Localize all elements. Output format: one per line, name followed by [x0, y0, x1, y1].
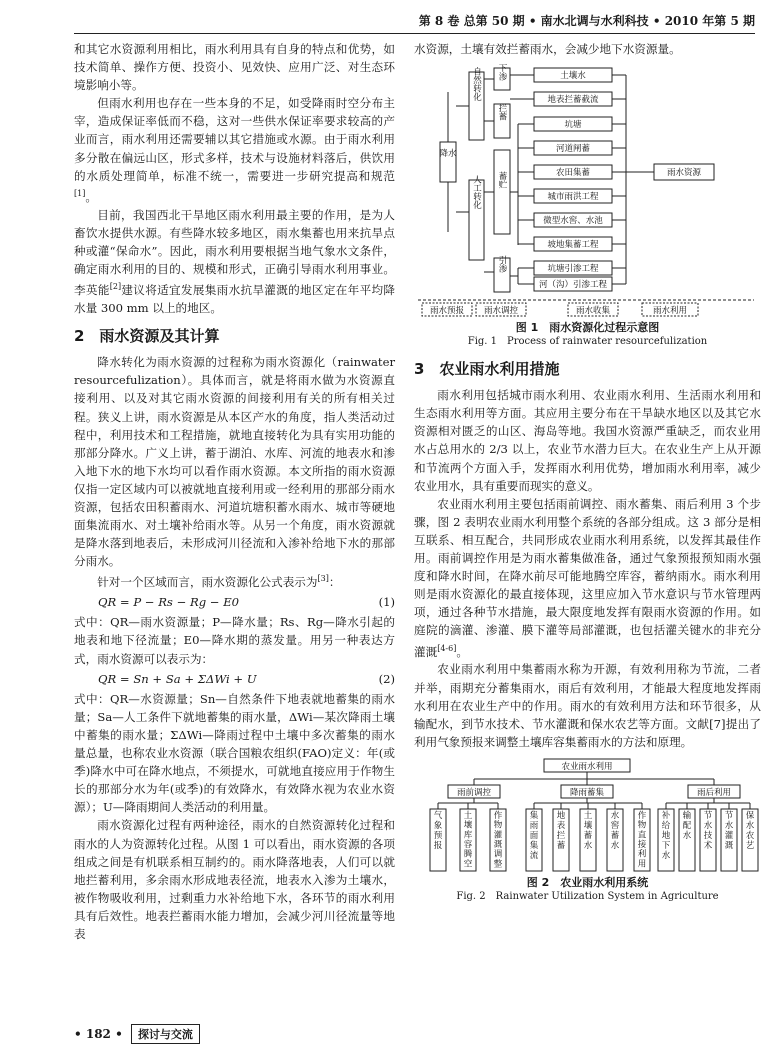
equation-2: QR = Sn + Sa + ΣΔWi + U (2) [98, 671, 395, 686]
fig2-group: 降雨蓄集 [569, 787, 605, 798]
citation: [2] [109, 282, 122, 292]
citation: [4-6] [437, 643, 457, 653]
paragraph: 降水转化为雨水资源的过程称为雨水资源化（rainwater resourcefulization）。具体而言，就是将雨水做为水资源直接利用、以及对其它雨水资源的间接利用有关的所有相关过程。狭义上讲，雨水资源是从本区产水的角度，指人类活动过程中，利用技术和工程措施，就地直接转化为具有实用功能的那部分降水。广义上讲，蓄于湖泊、水库、河流的地表水和渗入地下水的地下水均可以看作雨水资源。本文所指的雨水资源仅指一定区域内可以被就地直接利用或一经利用的那部分雨水资源，包括农田积蓄雨水、河道坑塘积蓄水雨水、城市等硬地面集流雨水、对土壤补给雨水等。从另一个角度，雨水资源就是降水落到地表后，未形成河川径流和入渗补给地下水的那部分雨水。 [74, 355, 395, 569]
fig2-leaf: 作物直接利用 [637, 810, 647, 870]
fig1-soil-water: 土壤水 [560, 71, 586, 82]
citation: [1] [74, 188, 86, 198]
section-heading: 2 雨水资源及其计算 [74, 327, 220, 346]
page-footer [74, 1024, 200, 1044]
fig2-leaf: 节水灌溉 [724, 810, 734, 851]
left-column [74, 40, 395, 943]
fig1-diversion-item: 坑塘引渗工程 [547, 264, 599, 275]
paragraph: 针对一个区域而言，雨水资源化公式表示为[3]： [97, 574, 341, 590]
paragraph: 和其它水资源利用相比，雨水利用具有自身的特点和优势，如技术简单、操作方便、投资小、见效快、应用广泛、对生态环境影响小等。 [74, 42, 395, 93]
running-header: 第 8 卷 总第 50 期 • 南水北调与水利科技 • 2010 年第 5 期 [74, 12, 755, 34]
fig2-leaf: 补给地下水 [661, 810, 671, 861]
fig1-resource: 雨水资源 [666, 168, 702, 179]
figure-2-caption-en: Fig. 2 Rainwater Utilization System in Agriculture [456, 890, 719, 902]
fig1-storage-item: 坡地集蓄工程 [547, 240, 599, 251]
fig1-surface-storage: 地表拦蓄截流 [547, 95, 599, 106]
fig1-stage: 雨水收集 [575, 306, 611, 317]
paragraph: 雨水利用包括城市雨水利用、农业雨水利用、生活雨水利用和生态雨水利用等方面。其应用主要分布在干旱缺水地区以及其它水资源相对匮乏的山区、海岛等地。我国水资源严重缺乏，而农业用水占总用水的 2/3 以上，农业节水潜力巨大。在农业生产上从开源和节流两个方面入手，发挥雨水利用优势，增加雨水利用率，减少农业用水，具有重要而现实的意义。 [414, 388, 761, 493]
fig1-storage-item: 微型水窖、水池 [543, 216, 603, 227]
fig2-leaf: 地表拦蓄 [556, 810, 566, 851]
fig2-group: 雨后利用 [696, 787, 732, 798]
fig1-interception: 拦蓄 [497, 103, 507, 121]
right-column [414, 40, 761, 903]
paragraph: 农业雨水利用主要包括雨前调控、雨水蓄集、雨后利用 3 个步骤，图 2 表明农业雨水利用整个系统的各部分组成。这 3 部分是相互联系、相互配合，共同形成农业雨水利用系统，以发挥其最佳作用。雨前调控作用是为雨水蓄集做准备，通过气象预报预知雨水强度和降水时间，在降水前尽可能地腾空库容，蓄纳雨水。雨水利用则是雨水资源化的最直接体现，这里应加入节水意识与节水管理两项，通过各种节水措施，最大限度地发挥有限雨水资源的作用。如庭院的滴灌、渗灌、膜下灌等局部灌溉，也包括灌关键水的非充分灌溉[4-6]。 [414, 496, 761, 659]
fig2-leaf: 作物灌溉调整 [493, 810, 503, 870]
fig1-artificial: 人工转化 [471, 175, 482, 210]
fig2-leaf: 保水农艺 [745, 810, 755, 851]
fig2-leaf: 水窖蓄水 [610, 810, 620, 851]
paragraph: 式中：QR—水资源量；Sn—自然条件下地表就地蓄集的雨水量；Sa—人工条件下就地蓄集的雨水量，ΔWi—某次降雨土壤中蓄集的雨水量；ΣΔWi—降雨过程中土壤中多次蓄集的雨水量总量，也称农业水资源（联合国粮农组织(FAO)定义：年(或季)降水中可在降水地点，不须提水，可就地直接应用于作物生长的那部分水为年(或季)的有效降水，有效降水视为农业水资源）；U—降雨期间人类活动的利用量。 [74, 691, 395, 815]
paragraph: 目前，我国西北干旱地区雨水利用最主要的作用，是为人畜饮水提供水源。有些降水较多地区，雨水集蓄也用来抗旱点种或灌“保命水”。因此，雨水利用要根据当地气象水文条件，确定雨水利用的目的、规模和形式，正确引导雨水利用事业。李英能[2]建议将适宜发展集雨水抗旱灌溉的地区定在年平均降水量 300 mm 以上的地区。 [74, 207, 395, 316]
fig1-diversion: 引渗 [497, 255, 507, 273]
paragraph: 农业雨水利用中集蓄雨水称为开源，有效利用称为节流，二者并举，雨期充分蓄集雨水，雨后有效利用，才能最大程度地发挥雨水利用在农业生产中的作用。雨水的有效利用方法和环节很多，从输配水，到节水技术、节水灌溉和保水农艺等方面。文献[7]提出了利用气象预报来调整土壤库容集蓄雨水的方法和原理。 [414, 662, 761, 749]
fig1-storage: 蓄贮 [497, 171, 507, 189]
figure-1-caption: 图 1 雨水资源化过程示意图 [515, 321, 660, 335]
figure-2 [414, 757, 761, 875]
fig1-root: 降水 [439, 149, 457, 160]
equation-1: QR = P − Rs − Rg − E0 (1) [98, 595, 395, 610]
figure-2-diagram [414, 757, 761, 875]
fig1-storage-item: 城市雨洪工程 [547, 192, 599, 203]
citation: [3] [317, 574, 329, 584]
figure-1 [414, 58, 761, 320]
fig2-leaf: 土壤库容腾空 [463, 810, 473, 870]
fig1-stage: 雨水预报 [429, 306, 465, 317]
paragraph: 式中：QR—雨水资源量；P—降水量；Rs、Rg—降水引起的地表和地下径流量；E0—降水期的蒸发量。用另一种表达方式，雨水资源可以表示为： [74, 615, 395, 666]
paragraph: 雨水资源化过程有两种途径，雨水的自然资源转化过程和雨水的人为资源转化过程。从图 1 可以看出，雨水资源的各项组成之间是有机联系相互制约的。雨水降落地表，人们可以就地拦蓄利用，多余雨水形成地表径流，地表水入渗为土壤水，被作物吸收利用，过剩重力水补给地下水，各环节的雨水利用具有后效性。地表拦蓄雨水能力增加，会减少河川径流量等地表 [74, 818, 395, 941]
paragraph: 但雨水利用也存在一些本身的不足，如受降雨时空分布主宰，造成保证率低而不稳，这对一些供水保证率要求较高的产业而言，雨水利用还需要辅以其它措施或水源。由于雨水利用多分散在偏远山区，形式多样，技术与设施材料落后，供饮用的水质处理简单，标准不统一，需要进一步研究提高和规范[1]。 [74, 96, 395, 204]
figure-1-diagram [414, 62, 761, 324]
paragraph: 水资源，土壤有效拦蓄雨水，会减少地下水资源量。 [414, 42, 681, 56]
fig2-leaf: 气象预报 [433, 810, 443, 851]
fig1-stage: 雨水调控 [483, 306, 519, 317]
fig1-natural: 自然转化 [471, 67, 482, 102]
fig1-diversion-item: 河（沟）引渗工程 [538, 280, 608, 291]
fig1-stage: 雨水利用 [652, 306, 688, 317]
fig2-leaf: 集雨面集流 [529, 810, 539, 861]
figure-1-caption-en: Fig. 1 Process of rainwater resourcefulization [467, 336, 708, 348]
section-heading: 3 农业雨水利用措施 [414, 360, 560, 379]
section-label: 探讨与交流 [131, 1024, 200, 1044]
fig1-storage-item: 坑塘 [564, 120, 582, 131]
fig2-root: 农业雨水利用 [561, 761, 613, 772]
page-number: • 182 • [74, 1027, 123, 1041]
fig1-storage-item: 农田集蓄 [555, 168, 591, 179]
fig2-leaf: 土壤蓄水 [583, 810, 593, 851]
fig1-storage-item: 河道闸蓄 [555, 144, 591, 155]
figure-2-caption: 图 2 农业雨水利用系统 [526, 875, 649, 889]
fig1-infiltration: 下渗 [497, 63, 507, 81]
fig2-leaf: 节水技术 [703, 810, 713, 851]
fig2-leaf: 输配水 [682, 810, 692, 841]
fig2-group: 雨前调控 [456, 787, 492, 798]
